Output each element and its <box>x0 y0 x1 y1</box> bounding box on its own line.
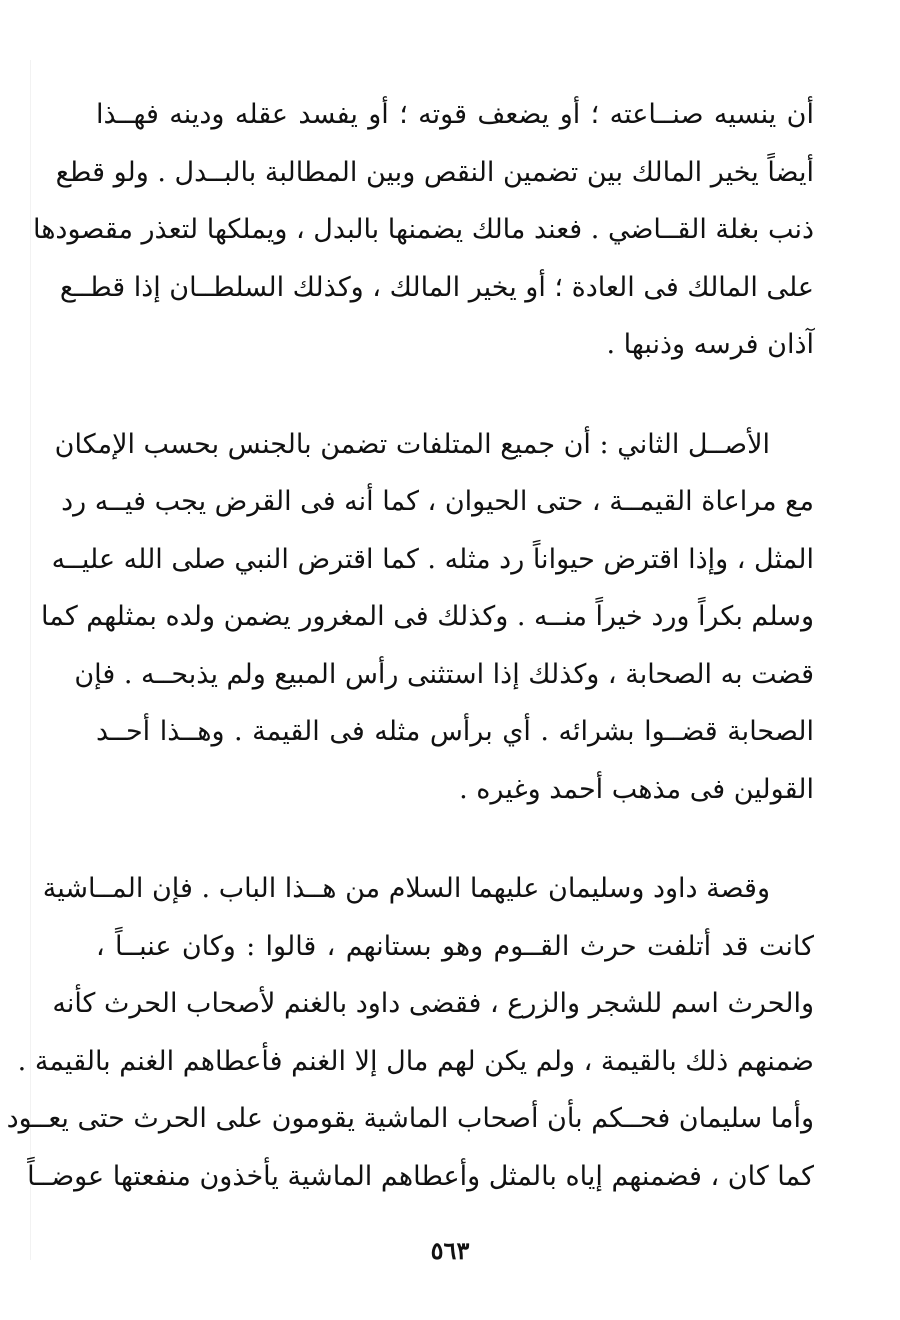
page-body <box>6 86 814 1247</box>
text-line: أيضاً يخير المالك بين تضمين النقص وبين المطالبة بالبــدل . ولو قطع <box>55 156 814 188</box>
text-line: على المالك فى العادة ؛ أو يخير المالك ، وكذلك السلطــان إذا قطــع <box>59 271 814 303</box>
text-line: والحرث اسم للشجر والزرع ، فقضى داود بالغنم لأصحاب الحرث كأنه <box>52 988 814 1019</box>
page-number: ٥٦٣ <box>430 1236 470 1265</box>
text-line: كما كان ، فضمنهم إياه بالمثل وأعطاهم الماشية يأخذون منفعتها عوضــاً <box>27 1160 814 1192</box>
text-line: ضمنهم ذلك بالقيمة ، ولم يكن لهم مال إلا الغنم فأعطاهم الغنم بالقيمة . <box>17 1045 814 1077</box>
paragraph-3 <box>6 860 814 1205</box>
text-line: قضت به الصحابة ، وكذلك إذا استثنى رأس المبيع ولم يذبحــه . فإن <box>74 658 814 690</box>
text-line: وقصة داود وسليمان عليهما السلام من هــذا الباب . فإن المــاشية <box>42 873 770 904</box>
text-line: أن ينسيه صنــاعته ؛ أو يضعف قوته ؛ أو يفسد عقله ودينه فهــذا <box>96 99 814 130</box>
text-line: آذان فرسه وذنبها . <box>606 329 814 360</box>
text-line: الأصــل الثاني : أن جميع المتلفات تضمن بالجنس بحسب الإمكان <box>54 428 770 460</box>
text-line: وأما سليمان فحــكم بأن أصحاب الماشية يقومون على الحرث حتى يعــود <box>6 1103 814 1134</box>
text-line: وسلم بكراً ورد خيراً منــه . وكذلك فى المغرور يضمن ولده بمثلهم كما <box>41 601 814 632</box>
text-line: الصحابة قضــوا بشرائه . أي برأس مثله فى القيمة . وهــذا أحــد <box>96 716 814 747</box>
text-line: ذنب بغلة القــاضي . فعند مالك يضمنها بالبدل ، ويملكها لتعذر مقصودها <box>32 214 814 245</box>
text-line: كانت قد أتلفت حرث القــوم وهو بستانهم ، قالوا : وكان عنبــاً ، <box>96 930 814 962</box>
text-line: المثل ، وإذا اقترض حيواناً رد مثله . كما اقترض النبي صلى الله عليــه <box>51 543 814 575</box>
paragraph-2 <box>41 416 814 819</box>
paragraph-1 <box>32 86 814 374</box>
text-line: مع مراعاة القيمــة ، حتى الحيوان ، كما أنه فى القرض يجب فيــه رد <box>61 486 814 517</box>
text-line: القولين فى مذهب أحمد وغيره . <box>459 773 814 805</box>
